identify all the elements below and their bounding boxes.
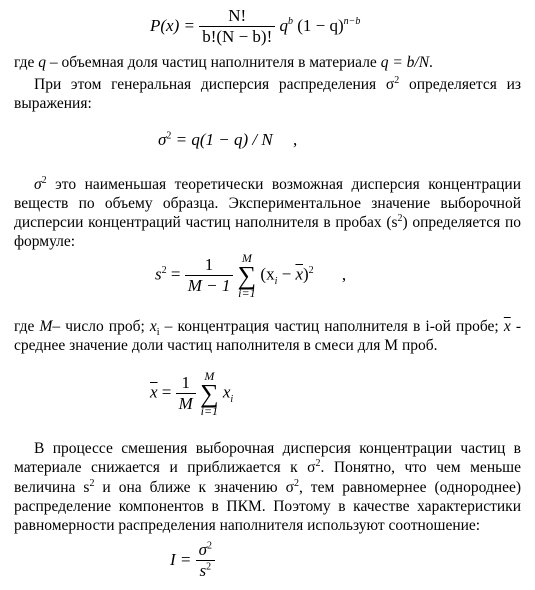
mean-formula: $\overline{x}$ = $\frac{1}{M}$ M ∑ i=1 $x_i$ xyxy=(150,369,234,419)
formula-q: q xyxy=(279,15,288,35)
formula-lhs: P(x) = xyxy=(150,15,195,35)
fraction-denominator: b!(N − b)! xyxy=(202,27,273,47)
formula-fraction xyxy=(199,6,275,48)
exponent-n-minus-b: n−b xyxy=(343,16,361,28)
paragraph-sigma-line3: дисперсии концентраций частиц наполнителя в пробах $(s^2)$ определяется по xyxy=(14,212,521,231)
symbol-q: q xyxy=(38,54,46,71)
paragraph-general-dispersion-line1: При этом генеральная дисперсия распределения $\sigma^2$ определяется из xyxy=(34,74,522,93)
general-dispersion-formula: $\sigma^2 = q(1 - q) / N$ , xyxy=(158,130,298,149)
exponent-b: b xyxy=(288,16,293,28)
paragraph-mixing-line2: материале снижается и приближается к $\sigma^2$. Понятно, что чем меньше xyxy=(14,457,521,476)
paragraph-mixing-line4: распределение компонентов в ПКМ. Поэтому в качестве характеристики xyxy=(14,498,521,515)
sample-dispersion-formula: $s^2$ = $\frac{1}{M - 1}$ M ∑ i=1 $(x_i - \overline{x})^2$ , xyxy=(155,251,347,301)
summation: M ∑ i=1 xyxy=(237,251,257,301)
q-definition: q = b/N xyxy=(380,54,430,71)
paragraph-m-definition-line2: среднее значение доли частиц наполнителя в смеси для M проб. xyxy=(14,337,438,354)
paragraph-mixing-line3: величина $s^2$ и она ближе к значению $\sigma^2$, тем равномернее (однороднее) xyxy=(14,477,521,496)
paragraph-mixing-line5: равномерности распределения наполнителя используют соотношение: xyxy=(14,517,481,534)
formula-one-minus-q: (1 − q) xyxy=(297,15,344,35)
paragraph-general-dispersion-line2: выражения: xyxy=(14,95,92,112)
paragraph-sigma-line4: формуле: xyxy=(14,233,76,250)
paragraph-m-definition-line1: где M– число проб; $x_i$ – концентрация частиц наполнителя в i-ой пробе; $\overline{x}$ - xyxy=(14,318,521,339)
paragraph-q-definition: где q – объемная доля частиц наполнителя в материале q = b/N. xyxy=(14,54,433,71)
fraction-numerator: N! xyxy=(199,6,275,27)
paragraph-mixing-line1: В процессе смешения выборочная дисперсия концентрации частиц в xyxy=(34,440,521,457)
sigma-sum-icon: ∑ xyxy=(237,261,257,290)
binomial-formula xyxy=(150,6,360,48)
sigma-sum-icon: ∑ xyxy=(200,379,219,408)
paragraph-sigma-line2: веществ по объему образца. Экспериментальное значение выборочной xyxy=(14,195,521,212)
uniformity-formula: I = $\frac{\sigma^2}{s^2}$ xyxy=(170,540,215,582)
paragraph-sigma-line1: $\sigma^2$ это наименьшая теоретически возможная дисперсия концентрации xyxy=(34,174,521,193)
